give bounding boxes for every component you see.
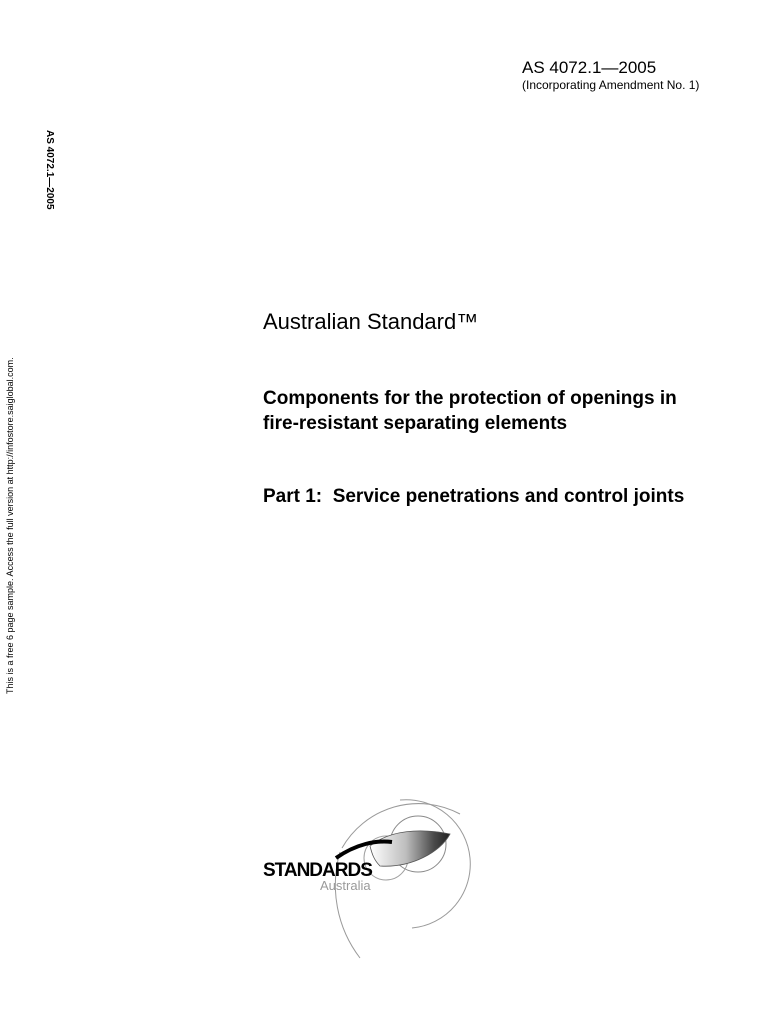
logo-subtitle: Australia xyxy=(320,878,371,893)
spine-label-text: AS 4072.1—2005 xyxy=(44,130,55,210)
part-title: Part 1: Service penetrations and control joints xyxy=(263,486,685,507)
sample-notice-text: This is a free 6 page sample. Access the full version at http://infostore.saiglobal.com. xyxy=(5,357,15,694)
standard-number: AS 4072.1—2005 xyxy=(522,58,657,77)
brand-line: Australian Standard™ xyxy=(263,309,479,334)
document-title: Components for the protection of openings in fire-resistant separating elements xyxy=(263,388,677,434)
amendment-note: (Incorporating Amendment No. 1) xyxy=(522,78,700,92)
sample-notice xyxy=(4,328,18,694)
logo-wordmark: STANDARDS xyxy=(263,860,372,881)
standards-australia-logo xyxy=(263,760,480,965)
spine-label xyxy=(40,130,58,222)
